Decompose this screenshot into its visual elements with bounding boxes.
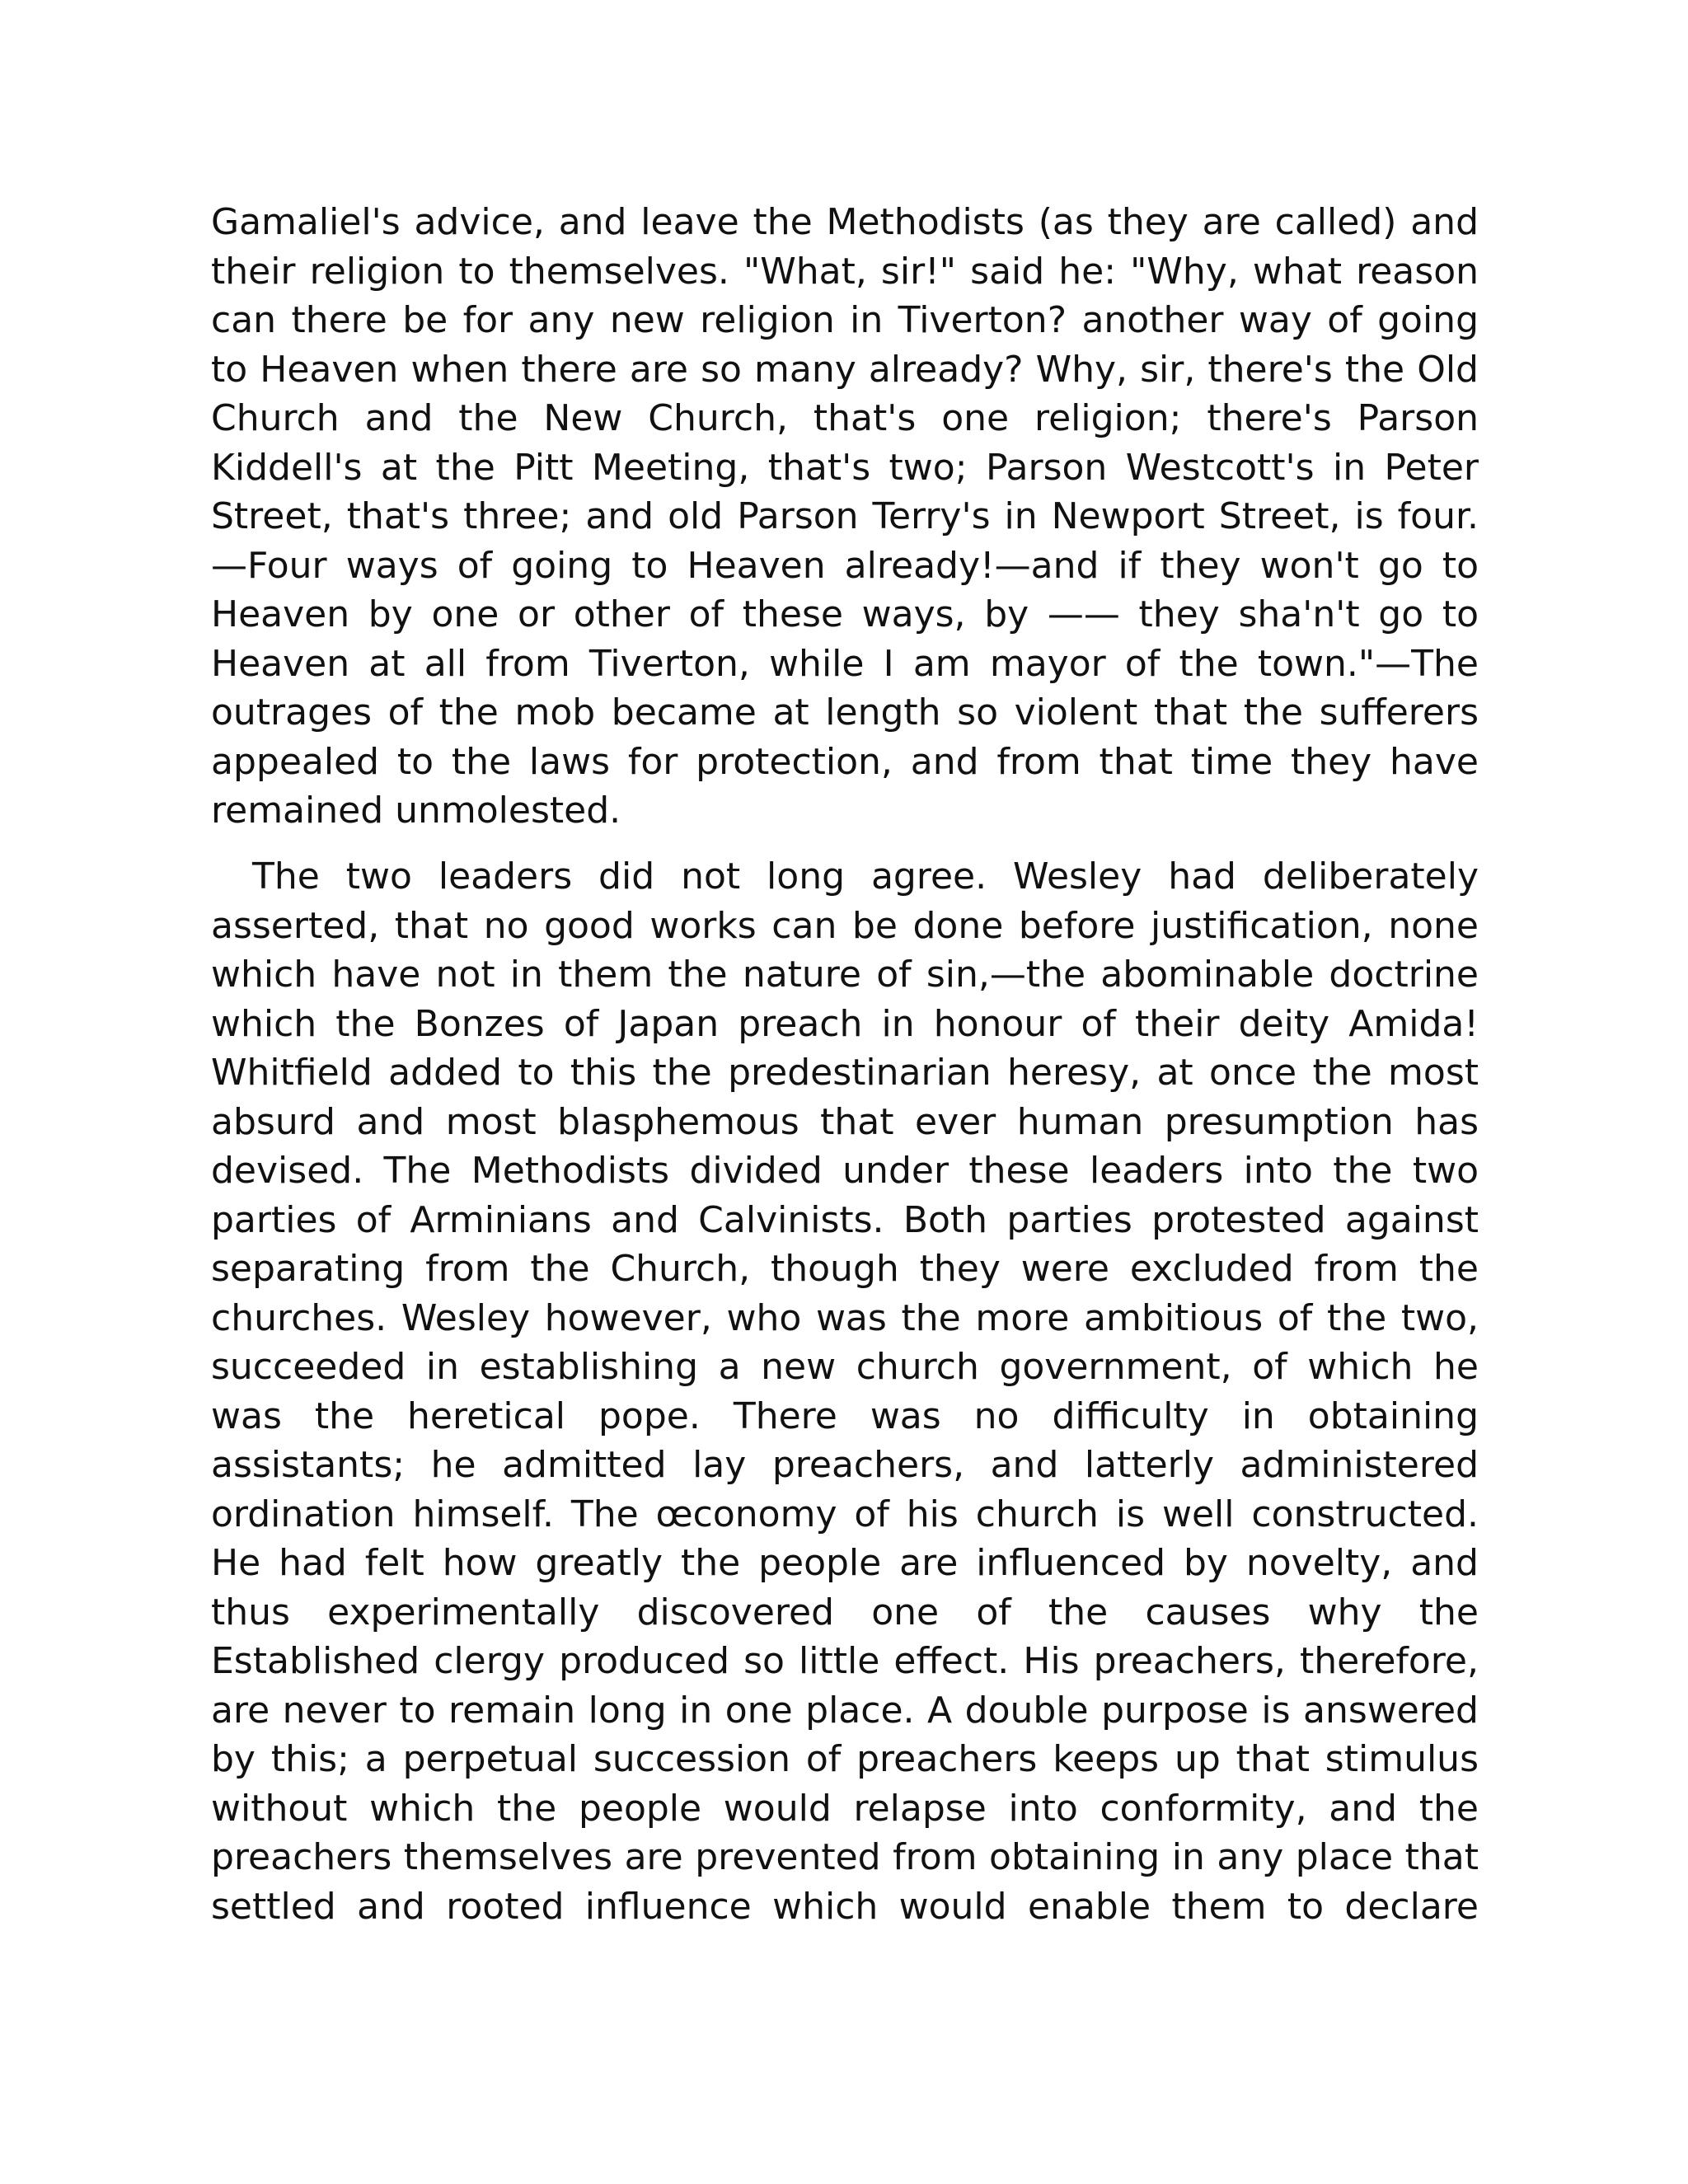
text-line: absurd and most blasphemous that ever human presumption has [211, 1100, 1479, 1143]
text-line: ordination himself. The œconomy of his church is well constructed. [211, 1493, 1479, 1535]
text-line: their religion to themselves. "What, sir!" said he: "Why, what reason [211, 250, 1479, 293]
text-line: was the heretical pope. There was no difficulty in obtaining [211, 1394, 1479, 1437]
text-line: He had felt how greatly the people are influenced by novelty, and [211, 1542, 1479, 1584]
text-line: parties of Arminians and Calvinists. Both parties protested against [211, 1198, 1479, 1241]
text-line: assistants; he admitted lay preachers, and latterly administered [211, 1444, 1479, 1486]
text-line: thus experimentally discovered one of the causes why the [211, 1591, 1479, 1633]
paragraph-2 [211, 852, 1479, 1931]
text-line: can there be for any new religion in Tiverton? another way of going [211, 299, 1479, 341]
text-line: appealed to the laws for protection, and from that time they have [211, 740, 1479, 783]
text-line: settled and rooted influence which would enable them to declare [211, 1885, 1479, 1928]
text-line: by this; a perpetual succession of preachers keeps up that stimulus [211, 1738, 1479, 1780]
text-line: which have not in them the nature of sin,—the abominable doctrine [211, 954, 1479, 996]
text-line: Kiddell's at the Pitt Meeting, that's two; Parson Westcott's in Peter [211, 446, 1479, 489]
text-line: Church and the New Church, that's one religion; there's Parson [211, 397, 1479, 439]
text-line: Heaven by one or other of these ways, by —— they sha'n't go to [211, 593, 1479, 635]
text-line: outrages of the mob became at length so violent that the sufferers [211, 691, 1479, 733]
text-line: which the Bonzes of Japan preach in honour of their deity Amida! [211, 1002, 1479, 1045]
text-line: Gamaliel's advice, and leave the Methodists (as they are called) and [211, 201, 1479, 243]
text-line: Established clergy produced so little effect. His preachers, therefore, [211, 1640, 1479, 1682]
text-line: succeeded in establishing a new church government, of which he [211, 1346, 1479, 1388]
text-line: separating from the Church, though they were excluded from the [211, 1248, 1479, 1290]
text-line: remained unmolested. [211, 790, 621, 832]
paragraph-1 [211, 198, 1479, 836]
text-line: devised. The Methodists divided under these leaders into the two [211, 1150, 1479, 1192]
text-line: The two leaders did not long agree. Wesley had deliberately [252, 855, 1479, 898]
text-line: —Four ways of going to Heaven already!—and if they won't go to [211, 544, 1479, 587]
text-line: churches. Wesley however, who was the more ambitious of the two, [211, 1296, 1479, 1339]
text-line: Street, that's three; and old Parson Terry's in Newport Street, is four. [211, 495, 1479, 537]
text-line: to Heaven when there are so many already? Why, sir, there's the Old [211, 348, 1479, 391]
text-line: preachers themselves are prevented from obtaining in any place that [211, 1836, 1479, 1878]
text-line: Heaven at all from Tiverton, while I am mayor of the town."—The [211, 642, 1479, 685]
text-line: are never to remain long in one place. A double purpose is answered [211, 1689, 1479, 1732]
text-line: without which the people would relapse into conformity, and the [211, 1787, 1479, 1830]
text-line: asserted, that no good works can be done before justification, none [211, 904, 1479, 947]
text-line: Whitfield added to this the predestinarian heresy, at once the most [211, 1052, 1479, 1094]
